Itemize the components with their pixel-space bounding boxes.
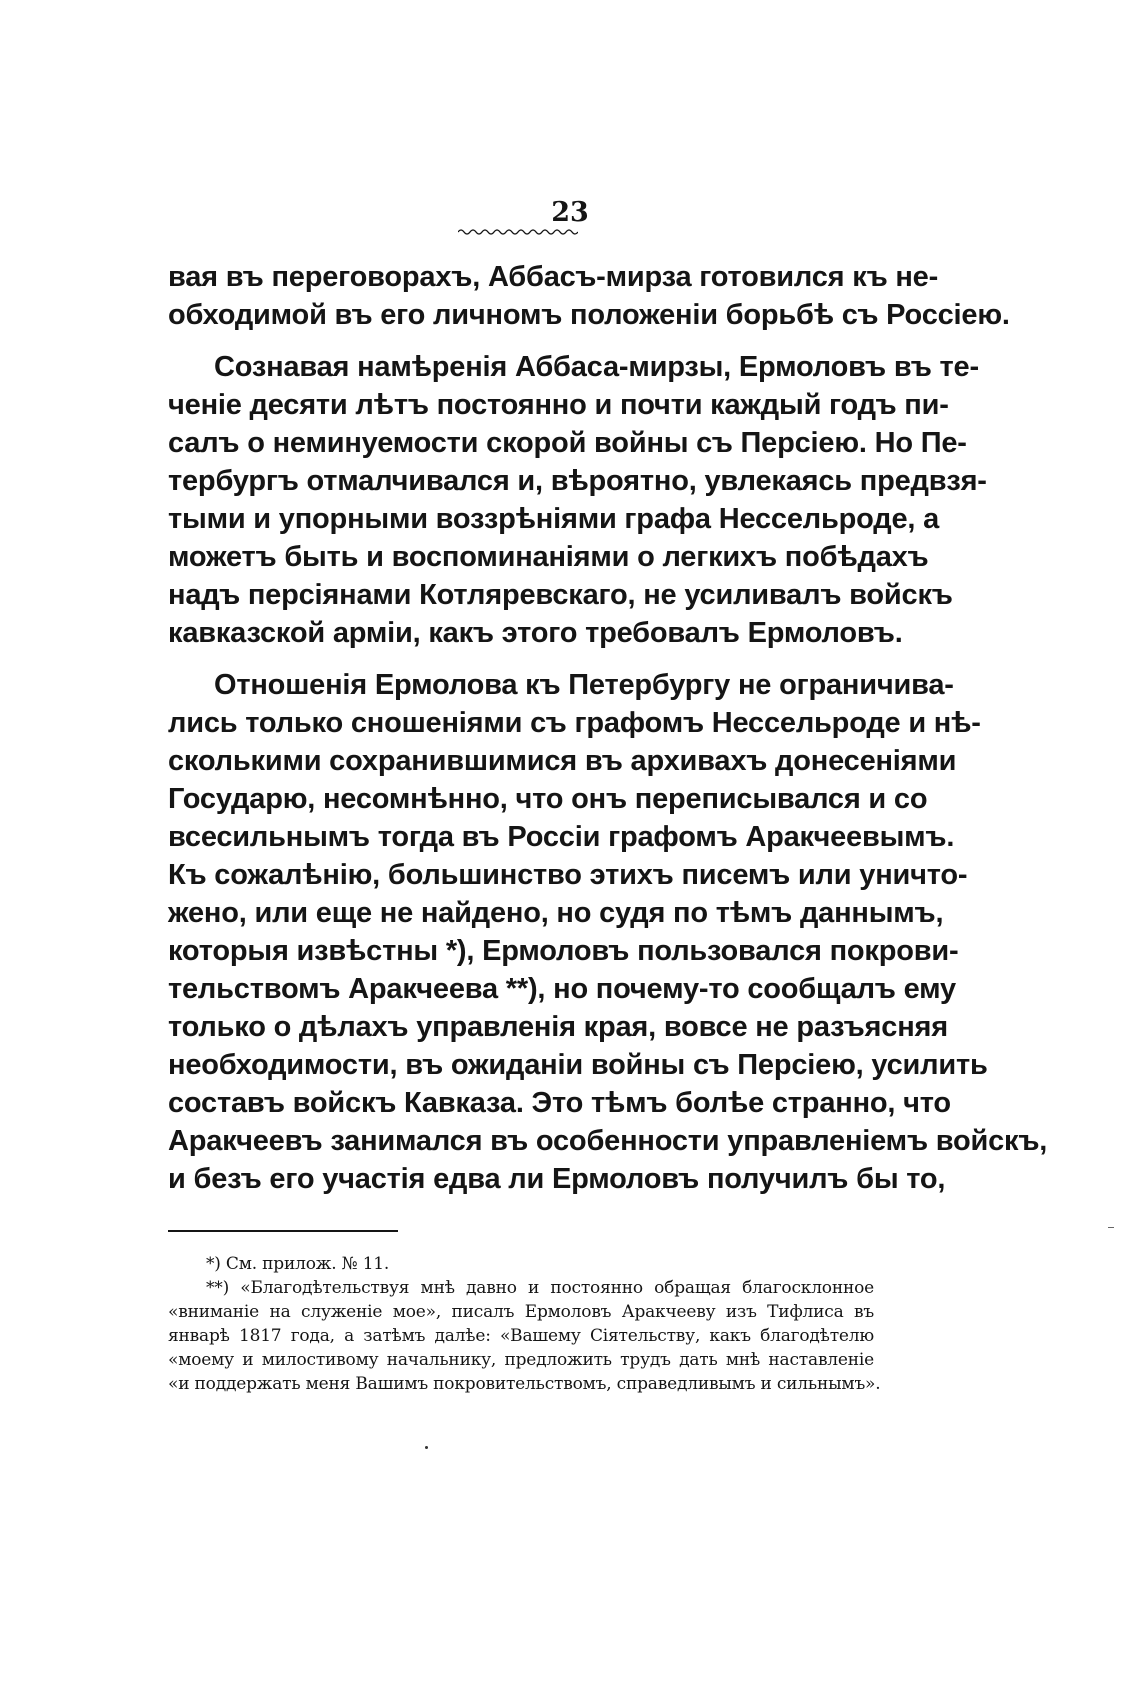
page-number-ornament (458, 228, 578, 236)
footnote-line: *) См. прилож. № 11. (206, 1254, 390, 1274)
footnote-divider (168, 1230, 398, 1232)
text-line: лись только сношеніями съ графомъ Нессельроде и нѣ- (168, 707, 981, 739)
footnotes (168, 1252, 881, 1396)
main-text (168, 258, 1048, 1198)
text-line: Сознавая намѣренія Аббаса-мирзы, Ермоловъ въ те- (214, 351, 979, 383)
print-speck (425, 1446, 428, 1449)
text-line: салъ о неминуемости скорой войны съ Персіею. Но Пе- (168, 427, 967, 459)
text-line: тербургъ отмалчивался и, вѣроятно, увлекаясь предвзя- (168, 465, 987, 497)
paragraph-gap (168, 334, 874, 348)
text-line: надъ персіянами Котляревскаго, не усиливалъ войскъ (168, 579, 953, 611)
footnote-line: «и поддержать меня Вашимъ покровительствомъ, справедливымъ и сильнымъ». (168, 1374, 881, 1394)
footnote-line: **) «Благодѣтельствуя мнѣ давно и постоянно обращая благосклонное (206, 1278, 874, 1298)
page-number: 23 (551, 197, 589, 228)
text-line: и безъ его участія едва ли Ермоловъ получилъ бы то, (168, 1163, 946, 1195)
text-line: которыя извѣстны *), Ермоловъ пользовался покрови- (168, 935, 959, 967)
text-line: вая въ переговорахъ, Аббасъ-мирза готовился къ не- (168, 261, 939, 293)
text-line: кавказской арміи, какъ этого требовалъ Ермоловъ. (168, 617, 903, 649)
text-line: тельствомъ Аракчеева **), но почему-то сообщалъ ему (168, 973, 956, 1005)
margin-mark (1108, 1227, 1114, 1228)
text-line: необходимости, въ ожиданіи войны съ Персіею, усилить (168, 1049, 988, 1081)
footnote-line: «вниманіе на служеніе мое», писалъ Ермоловъ Аракчееву изъ Тифлиса въ (168, 1302, 874, 1322)
text-line: составъ войскъ Кавказа. Это тѣмъ болѣе странно, что (168, 1087, 951, 1119)
text-line: жено, или еще не найдено, но судя по тѣмъ даннымъ, (168, 897, 944, 929)
text-line: Аракчеевъ занимался въ особенности управленіемъ войскъ, (168, 1125, 1048, 1157)
footnote-line: «моему и милостивому начальнику, предложить трудъ дать мнѣ наставленіе (168, 1350, 874, 1370)
text-line: Отношенія Ермолова къ Петербургу не ограничива- (214, 669, 954, 701)
text-line: только о дѣлахъ управленія края, вовсе не разъясняя (168, 1011, 948, 1043)
text-line: Къ сожалѣнію, большинство этихъ писемъ или уничто- (168, 859, 968, 891)
text-line: обходимой въ его личномъ положеніи борьбѣ съ Россіею. (168, 299, 1010, 331)
text-line: сколькими сохранившимися въ архивахъ донесеніями (168, 745, 957, 777)
text-line: ченіе десяти лѣтъ постоянно и почти каждый годъ пи- (168, 389, 949, 421)
text-line: можетъ быть и воспоминаніями о легкихъ побѣдахъ (168, 541, 929, 573)
text-line: Государю, несомнѣнно, что онъ переписывался и со (168, 783, 928, 815)
text-line: тыми и упорными воззрѣніями графа Нессельроде, а (168, 503, 940, 535)
paragraph-gap (168, 652, 874, 666)
footnote-line: январѣ 1817 года, а затѣмъ далѣе: «Вашему Сіятельству, какъ благодѣтелю (168, 1326, 874, 1346)
text-line: всесильнымъ тогда въ Россіи графомъ Аракчеевымъ. (168, 821, 955, 853)
